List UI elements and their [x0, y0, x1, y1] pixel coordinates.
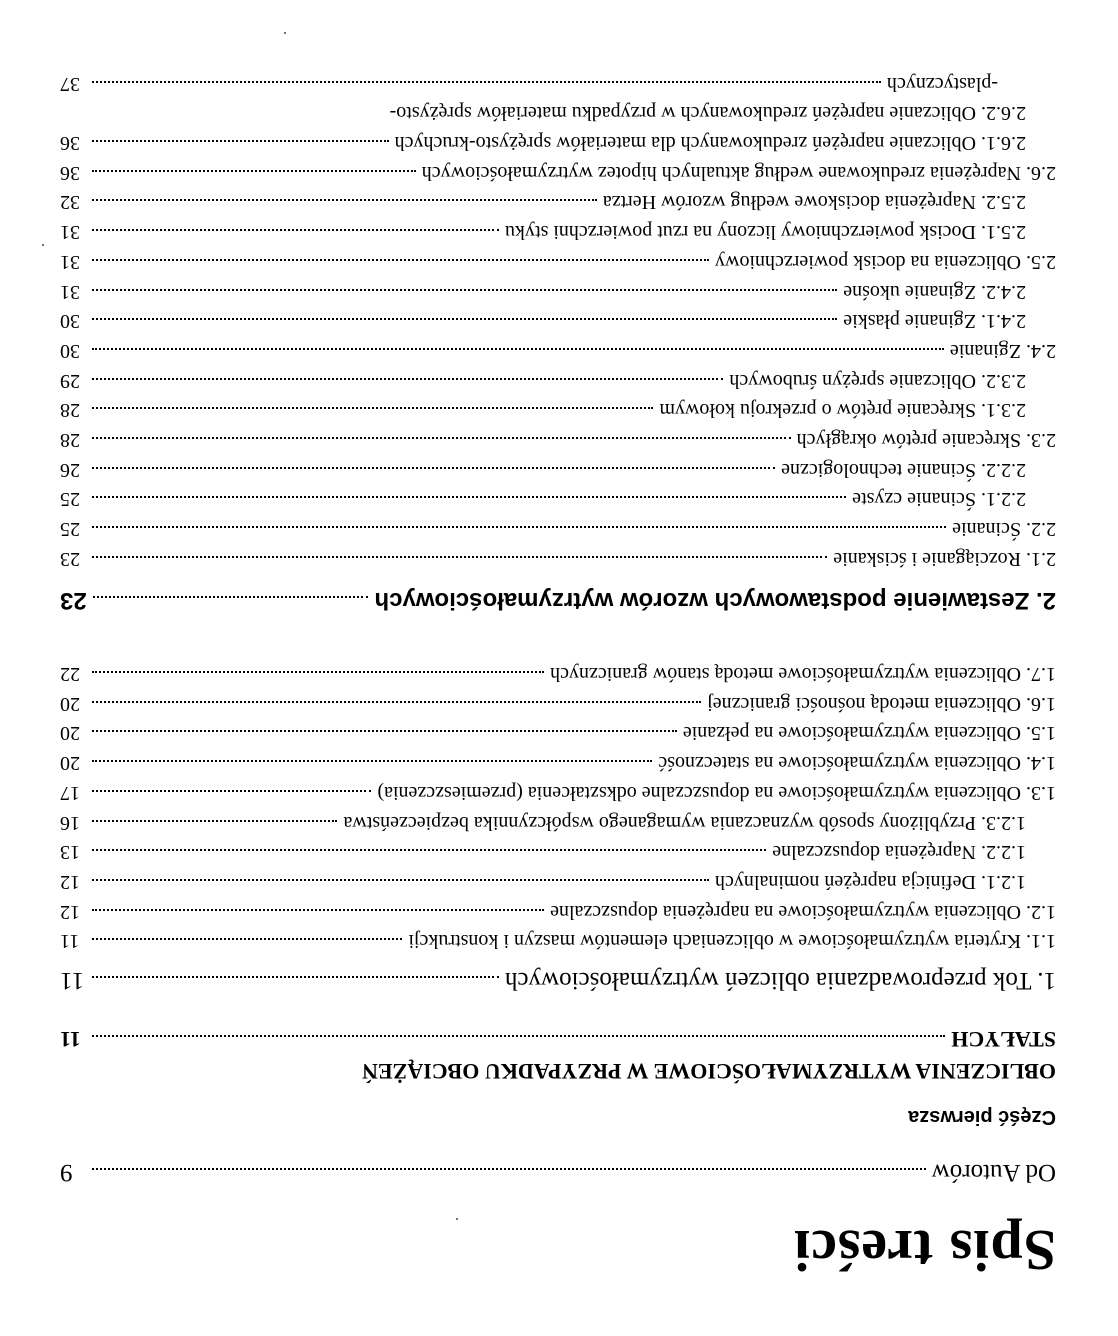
dot-leader: [92, 1168, 926, 1170]
toc-entry-page: 25: [60, 518, 80, 540]
toc-entry-label: 2.1. Rozciąganie i ściskanie: [833, 548, 1056, 570]
toc-entry-page: 28: [60, 399, 80, 421]
toc-entry-label: 2.3.2. Obliczanie sprężyn śrubowych: [729, 370, 1026, 392]
dot-leader: [92, 790, 371, 792]
toc-entry[interactable]: [60, 517, 1056, 540]
toc-entry-page: 11: [60, 930, 80, 952]
toc-entry-page: 12: [60, 901, 80, 923]
dot-leader: [92, 760, 652, 762]
toc-entry-page: 26: [60, 459, 80, 481]
dot-leader: [92, 348, 944, 350]
toc-entry-label: 1.4. Obliczenia wytrzymałościowe na stateczność: [658, 752, 1056, 774]
dot-leader: [92, 378, 723, 380]
toc-entry[interactable]: [60, 428, 1056, 451]
toc-entry-page: 28: [60, 429, 80, 451]
toc-entry-label: 1.2.2. Naprężenia dopuszczalne: [772, 841, 1026, 863]
toc-entry[interactable]: [60, 870, 1026, 893]
toc-entry-page: 13: [60, 841, 80, 863]
toc-entry-page: 20: [60, 693, 80, 715]
toc-entry-page: 12: [60, 871, 80, 893]
toc-entry[interactable]: [60, 131, 1026, 154]
toc-entry-label: Od Autorów: [931, 1159, 1056, 1186]
dot-leader: [92, 526, 946, 528]
toc-entry-page: 16: [60, 812, 80, 834]
toc-entry-label: 1.2.1. Definicja naprężeń nominalnych: [715, 871, 1026, 893]
toc-chapter-label: 1. Tok przeprowadzania obliczeń wytrzymałościowych: [504, 967, 1056, 994]
part-label: Część pierwsza: [908, 1106, 1056, 1128]
dot-leader: [92, 407, 653, 409]
toc-entry-label: 2.4.2. Zginanie ukośne: [843, 281, 1026, 303]
toc-chapter-1[interactable]: [60, 966, 1056, 994]
toc-entry-label: 1.1. Kryteria wytrzymałościowe w obliczeniach elementów maszyn i konstrukcji: [408, 930, 1056, 952]
toc-entry-label: 2.2.1. Ścinanie czyste: [852, 488, 1026, 510]
dot-leader: [92, 671, 544, 673]
scan-speck: [284, 32, 286, 34]
toc-entry[interactable]: [60, 929, 1056, 952]
toc-entry-page: 23: [60, 548, 80, 570]
page-title: Spis treści: [793, 1218, 1056, 1283]
toc-entry[interactable]: [60, 190, 1026, 213]
toc-entry-label: 1.2.3. Przybliżony sposób wyznaczania wymaganego współczynnika bezpieczeństwa: [343, 812, 1026, 834]
toc-entry[interactable]: [60, 900, 1056, 923]
toc-entry-label: 2.2.2. Ścinanie technologiczne: [781, 459, 1026, 481]
toc-entry[interactable]: [60, 840, 1026, 863]
dot-leader: [92, 976, 499, 978]
toc-entry[interactable]: [60, 781, 1056, 804]
dot-leader: [92, 318, 837, 320]
toc-entry-page: 11: [60, 1027, 81, 1052]
toc-entry[interactable]: [60, 72, 998, 95]
toc-entry-part[interactable]: [60, 1026, 1056, 1052]
toc-entry-label: 2.4.1. Zginanie płaskie: [843, 310, 1026, 332]
toc-entry-label: 2.6. Naprężenia zredukowane według aktualnych hipotez wytrzymałościowych: [421, 162, 1056, 184]
dot-leader: [92, 730, 677, 732]
toc-entry[interactable]: [60, 339, 1056, 362]
dot-leader: [92, 259, 709, 261]
toc-entry[interactable]: [60, 721, 1056, 744]
toc-chapter-label: 2. Zestawienie podstawowych wzorów wytrzymałościowych: [374, 587, 1056, 614]
toc-entry-page: 31: [60, 221, 80, 243]
toc-chapter-page: 11: [60, 967, 85, 994]
toc-entry-page: 31: [60, 281, 80, 303]
toc-entry[interactable]: [60, 250, 1056, 273]
toc-entry-page: 37: [60, 73, 80, 95]
dot-leader: [92, 467, 775, 469]
dot-leader: [92, 820, 337, 822]
toc-entry-page: 25: [60, 488, 80, 510]
toc-entry-label: 1.5. Obliczenia wytrzymałościowe na pełzanie: [682, 722, 1056, 744]
dot-leader: [92, 849, 766, 851]
toc-entry[interactable]: [60, 662, 1056, 685]
scan-speck: [42, 244, 44, 246]
toc-entry-page: 30: [60, 340, 80, 362]
dot-leader: [92, 701, 701, 703]
dot-leader: [93, 596, 369, 598]
dot-leader: [92, 496, 846, 498]
toc-entry[interactable]: [60, 487, 1026, 510]
toc-entry-label: 1.7. Obliczenia wytrzymałościowe metodą stanów granicznych: [550, 663, 1056, 685]
dot-leader: [92, 879, 709, 881]
dot-leader: [92, 909, 544, 911]
toc-entry-label: 2.5.1. Docisk powierzchniowy liczony na rzut powierzchni styku: [505, 221, 1026, 243]
toc-entry-page: 17: [60, 782, 80, 804]
toc-entry[interactable]: [60, 692, 1056, 715]
dot-leader: [92, 199, 597, 201]
toc-entry-page: 20: [60, 722, 80, 744]
dot-leader: [92, 140, 389, 142]
toc-entry-page: 20: [60, 752, 80, 774]
toc-entry-label: 1.2. Obliczenia wytrzymałościowe na naprężenia dopuszczalne: [550, 901, 1056, 923]
toc-entry-label: 2.2. Ścinanie: [952, 518, 1056, 540]
dot-leader: [92, 556, 827, 558]
dot-leader: [92, 437, 791, 439]
part-title-line2: STAŁYCH: [951, 1027, 1056, 1052]
toc-entry[interactable]: [60, 220, 1026, 243]
toc-entry-page: 32: [60, 191, 80, 213]
dot-leader: [92, 289, 837, 291]
toc-entry[interactable]: [60, 280, 1026, 303]
toc-entry-label: 2.3.1. Skręcanie prętów o przekroju kołowym: [659, 399, 1026, 421]
toc-entry-label-continued: 2.6.2. Obliczanie naprężeń zredukowanych w przypadku materiałów sprężysto-: [389, 102, 1026, 124]
toc-entry[interactable]: [60, 547, 1056, 570]
toc-entry-label: -plastycznych: [886, 73, 998, 95]
dot-leader: [92, 81, 881, 83]
toc-entry[interactable]: [60, 309, 1026, 332]
toc-entry[interactable]: [60, 398, 1026, 421]
toc-entry-preface[interactable]: [60, 1158, 1056, 1186]
toc-entry-page: 9: [60, 1159, 73, 1186]
toc-entry-page: 22: [60, 663, 80, 685]
toc-entry[interactable]: [60, 458, 1026, 481]
toc-chapter-2[interactable]: [60, 586, 1056, 614]
scan-speck: [456, 1218, 458, 1220]
toc-chapter-page: 23: [60, 587, 87, 614]
dot-leader: [92, 938, 402, 940]
toc-entry-label: 2.5. Obliczenia na docisk powierzchniowy: [714, 251, 1056, 273]
toc-entry-page: 30: [60, 310, 80, 332]
toc-entry-page: 29: [60, 370, 80, 392]
toc-entry-label: 1.3. Obliczenia wytrzymałościowe na dopuszczalne odkształcenia (przemieszczenia): [377, 782, 1056, 804]
toc-entry-label: 2.5.2. Naprężenia dociskowe według wzorów Hertza: [602, 191, 1026, 213]
toc-entry[interactable]: [60, 751, 1056, 774]
toc-entry[interactable]: [60, 369, 1026, 392]
part-title-line1: OBLICZENIA WYTRZYMAŁOŚCIOWE W PRZYPADKU OBCIĄŻEŃ: [362, 1059, 1056, 1084]
toc-entry[interactable]: [60, 811, 1026, 834]
dot-leader: [92, 1035, 945, 1037]
toc-entry-label: 2.3. Skręcanie prętów okrągłych: [796, 429, 1056, 451]
toc-entry-label: 2.4. Zginanie: [949, 340, 1056, 362]
toc-entry-page: 36: [60, 132, 80, 154]
toc-entry[interactable]: [60, 161, 1056, 184]
dot-leader: [92, 170, 416, 172]
dot-leader: [92, 229, 499, 231]
toc-entry-page: 31: [60, 251, 80, 273]
toc-entry-label: 2.6.1. Obliczanie naprężeń zredukowanych dla materiałów sprężysto-kruchych: [394, 132, 1026, 154]
toc-entry-label: 1.6. Obliczenia metodą nośności granicznej: [707, 693, 1056, 715]
toc-entry-page: 36: [60, 162, 80, 184]
